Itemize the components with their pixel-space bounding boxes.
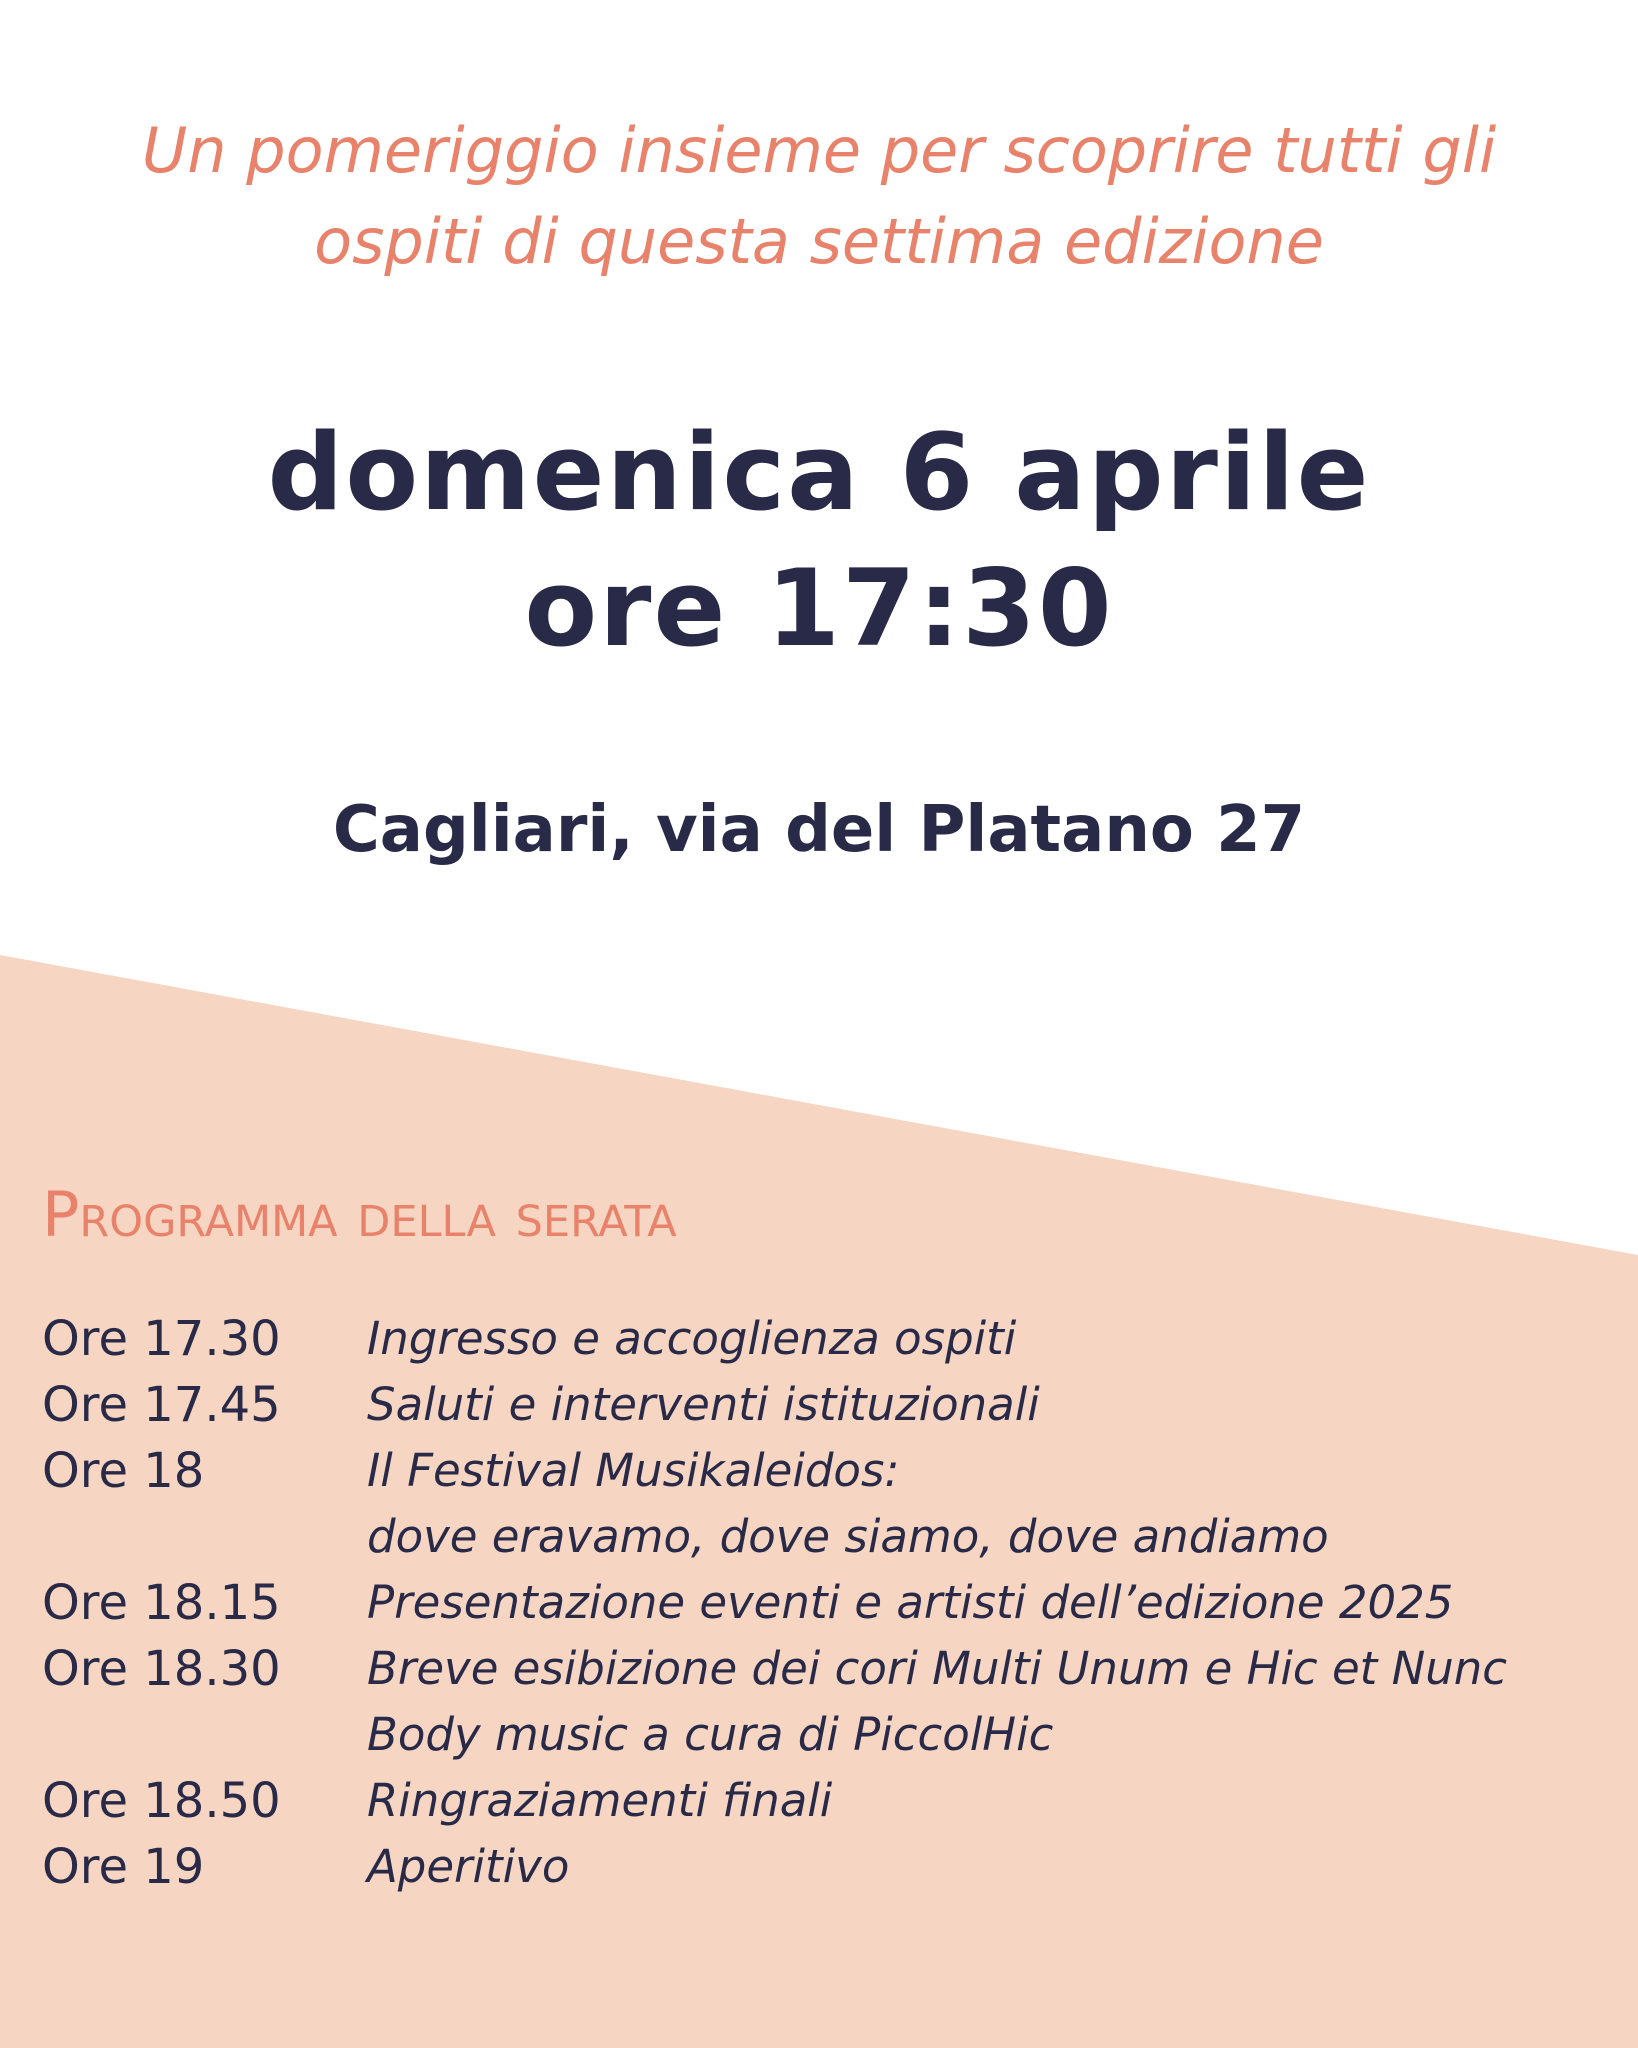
intro-line-2: ospiti di questa settima edizione [314, 205, 1324, 278]
schedule-activity [367, 1438, 1602, 1570]
schedule-time: Ore 18.30 [42, 1641, 281, 1697]
schedule-row [42, 1636, 1602, 1768]
schedule-row [42, 1834, 1602, 1900]
program-title: Programma della serata [42, 1178, 677, 1251]
program-schedule [42, 1306, 1602, 1900]
schedule-row [42, 1570, 1602, 1636]
schedule-time: Ore 19 [42, 1839, 205, 1895]
intro-text [0, 105, 1638, 287]
schedule-activity [367, 1306, 1602, 1372]
schedule-time: Ore 18 [42, 1443, 205, 1499]
activity-line: Ingresso e accoglienza ospiti [367, 1312, 1017, 1365]
schedule-row [42, 1372, 1602, 1438]
schedule-row [42, 1438, 1602, 1570]
schedule-row [42, 1768, 1602, 1834]
activity-line: Saluti e interventi istituzionali [367, 1378, 1040, 1431]
event-date-time [0, 405, 1638, 677]
schedule-activity [367, 1636, 1602, 1768]
schedule-time: Ore 17.45 [42, 1377, 281, 1433]
activity-line: Body music a cura di PiccolHic [367, 1708, 1054, 1761]
schedule-time: Ore 18.15 [42, 1575, 281, 1631]
activity-line: Ringraziamenti finali [367, 1774, 833, 1827]
schedule-activity [367, 1372, 1602, 1438]
activity-line: Breve esibizione dei cori Multi Unum e Hic et Nunc [367, 1642, 1508, 1695]
schedule-activity [367, 1834, 1602, 1900]
activity-line: Presentazione eventi e artisti dell’edizione 2025 [367, 1576, 1454, 1629]
event-date: domenica 6 aprile [267, 411, 1371, 534]
schedule-activity [367, 1570, 1602, 1636]
event-time: ore 17:30 [524, 547, 1114, 670]
activity-line: Il Festival Musikaleidos: [367, 1444, 900, 1497]
schedule-row [42, 1306, 1602, 1372]
activity-line: Aperitivo [367, 1840, 570, 1893]
schedule-activity [367, 1768, 1602, 1834]
schedule-time: Ore 18.50 [42, 1773, 281, 1829]
schedule-time: Ore 17.30 [42, 1311, 281, 1367]
event-address: Cagliari, via del Platano 27 [332, 793, 1306, 867]
activity-line: dove eravamo, dove siamo, dove andiamo [367, 1510, 1329, 1563]
intro-line-1: Un pomeriggio insieme per scoprire tutti gli [141, 114, 1497, 187]
